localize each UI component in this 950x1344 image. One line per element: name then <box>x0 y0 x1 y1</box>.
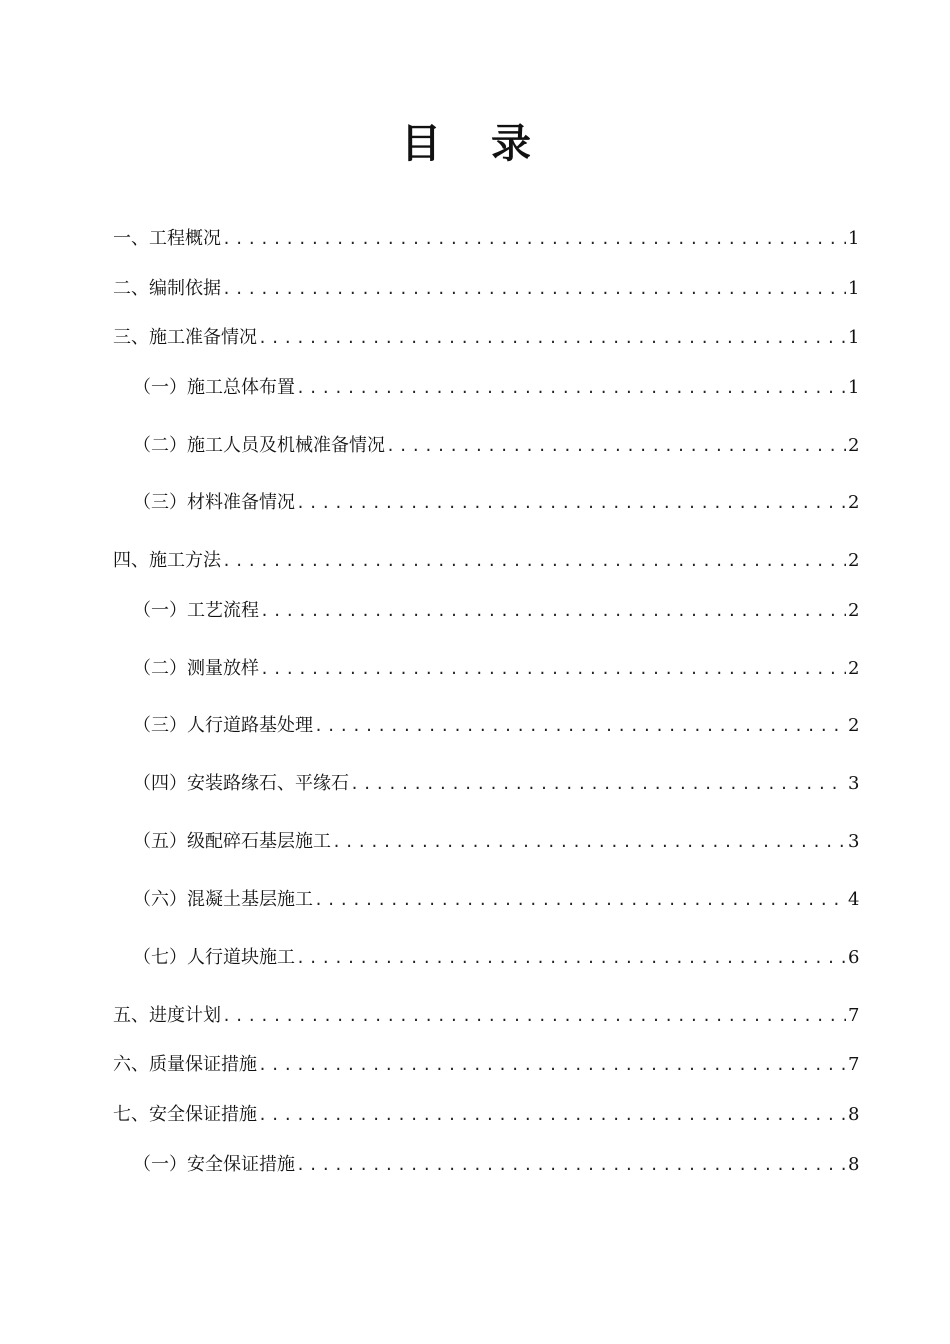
toc-entry-number: 七、 <box>113 1104 149 1125</box>
toc-subentry[interactable] <box>133 769 858 799</box>
dot-leader <box>260 596 846 626</box>
toc-entry-label: 工艺流程 <box>187 600 259 621</box>
toc-entry-label: 施工方法 <box>149 550 221 571</box>
toc-entry-label: 安装路缘石、平缘石 <box>187 773 349 794</box>
toc-subentry[interactable] <box>133 1150 858 1180</box>
toc-entry-number: 一、 <box>113 228 149 249</box>
toc-entry[interactable] <box>113 274 858 304</box>
toc-subentry[interactable] <box>133 885 858 915</box>
dot-leader <box>222 1001 846 1031</box>
toc-entry-page: 3 <box>848 831 860 852</box>
toc-subentry[interactable] <box>133 596 858 626</box>
toc-entry-number: 四、 <box>113 550 149 571</box>
toc-entry-page: 2 <box>848 715 860 736</box>
toc-entry-number: （二） <box>133 658 187 679</box>
dot-leader <box>222 224 846 254</box>
toc-entry[interactable] <box>113 1001 858 1031</box>
toc-entry-label: 人行道块施工 <box>187 947 295 968</box>
toc-entry-page: 7 <box>848 1054 860 1075</box>
toc-subentry[interactable] <box>133 373 858 403</box>
toc-entry-label: 进度计划 <box>149 1005 221 1026</box>
toc-entry-label: 质量保证措施 <box>149 1054 257 1075</box>
toc-subentry[interactable] <box>133 654 858 684</box>
toc-entry-number: （三） <box>133 715 187 736</box>
toc-entry-page: 2 <box>848 600 860 621</box>
dot-leader <box>296 488 846 518</box>
toc-entry-label: 施工准备情况 <box>149 327 257 348</box>
toc-entry-label: 级配碎石基层施工 <box>187 831 331 852</box>
toc-entry-page: 1 <box>848 278 860 299</box>
toc-entry-number: 六、 <box>113 1054 149 1075</box>
toc-entry-label: 测量放样 <box>187 658 259 679</box>
toc-entry-page: 2 <box>848 435 860 456</box>
dot-leader <box>258 323 846 353</box>
toc-subentry[interactable] <box>133 711 858 741</box>
toc-entry-label: 工程概况 <box>149 228 221 249</box>
page-title: 目 录 <box>401 121 549 167</box>
toc-entry-label: 施工人员及机械准备情况 <box>187 435 385 456</box>
toc-entry-number: 五、 <box>113 1005 149 1026</box>
toc-entry-page: 8 <box>848 1104 860 1125</box>
toc-entry-number: （四） <box>133 773 187 794</box>
toc-entry-number: （五） <box>133 831 187 852</box>
toc-entry-number: （二） <box>133 435 187 456</box>
toc-entry-page: 1 <box>848 377 860 398</box>
toc-entry-page: 2 <box>848 550 860 571</box>
toc-entry[interactable] <box>113 546 858 576</box>
dot-leader <box>314 885 846 915</box>
toc-entry-page: 1 <box>848 327 860 348</box>
toc-subentry[interactable] <box>133 488 858 518</box>
dot-leader <box>296 943 846 973</box>
dot-leader <box>260 654 846 684</box>
dot-leader <box>222 274 846 304</box>
toc-entry-label: 安全保证措施 <box>187 1154 295 1175</box>
dot-leader <box>258 1050 846 1080</box>
toc-entry-number: （一） <box>133 600 187 621</box>
toc-entry-label: 材料准备情况 <box>187 492 295 513</box>
toc-entry-number: （三） <box>133 492 187 513</box>
dot-leader <box>222 546 846 576</box>
dot-leader <box>258 1100 846 1130</box>
toc-entry[interactable] <box>113 1050 858 1080</box>
toc-entry-label: 安全保证措施 <box>149 1104 257 1125</box>
toc-entry-label: 施工总体布置 <box>187 377 295 398</box>
toc-entry-label: 编制依据 <box>149 278 221 299</box>
toc-subentry[interactable] <box>133 827 858 857</box>
toc-entry-page: 3 <box>848 773 860 794</box>
dot-leader <box>314 711 846 741</box>
toc-subentry[interactable] <box>133 431 858 461</box>
toc-entry-page: 8 <box>848 1154 860 1175</box>
toc-entry[interactable] <box>113 224 858 254</box>
toc-entry-page: 2 <box>848 658 860 679</box>
dot-leader <box>386 431 846 461</box>
toc-entry-number: 二、 <box>113 278 149 299</box>
toc-entry-page: 2 <box>848 492 860 513</box>
toc-entry-number: （一） <box>133 1154 187 1175</box>
toc-entry-page: 6 <box>848 947 860 968</box>
toc-entry-number: （一） <box>133 377 187 398</box>
toc-entry-page: 7 <box>848 1005 860 1026</box>
toc-subentry[interactable] <box>133 943 858 973</box>
toc-entry-number: 三、 <box>113 327 149 348</box>
toc-entry[interactable] <box>113 1100 858 1130</box>
toc-entry-page: 1 <box>848 228 860 249</box>
toc-entry-page: 4 <box>848 889 860 910</box>
toc-entry[interactable] <box>113 323 858 353</box>
dot-leader <box>332 827 846 857</box>
toc-entry-number: （七） <box>133 947 187 968</box>
dot-leader <box>296 373 846 403</box>
toc-entry-number: （六） <box>133 889 187 910</box>
dot-leader <box>296 1150 846 1180</box>
toc-entry-label: 混凝土基层施工 <box>187 889 313 910</box>
dot-leader <box>350 769 846 799</box>
toc-entry-label: 人行道路基处理 <box>187 715 313 736</box>
